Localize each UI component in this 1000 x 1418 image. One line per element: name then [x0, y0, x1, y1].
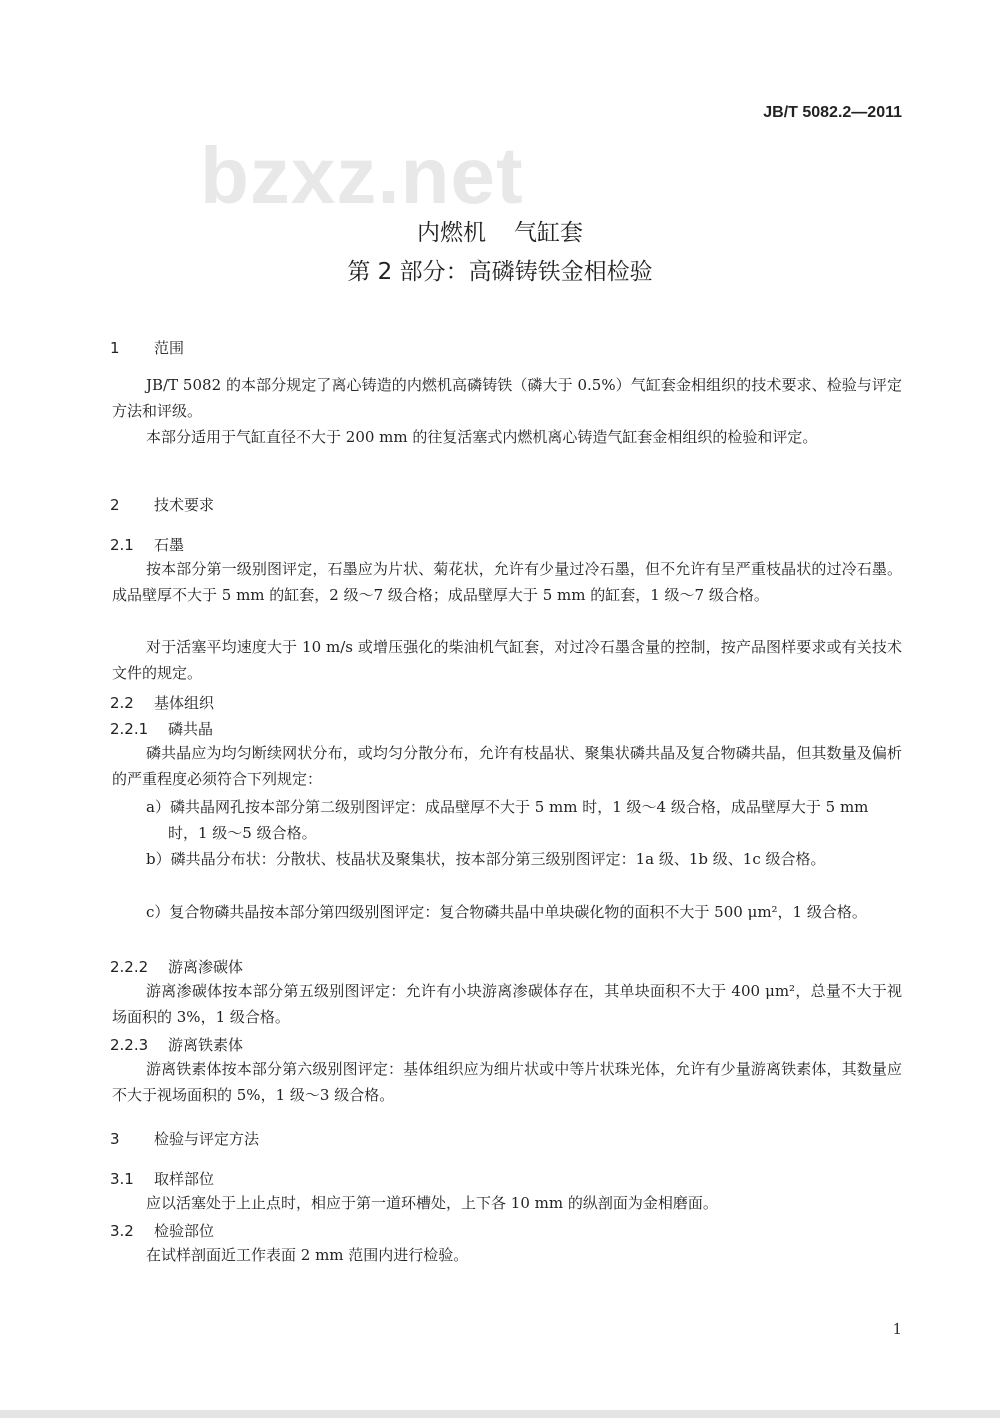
title-line-2: 第 2 部分：高磷铸铁金相检验 — [347, 259, 653, 285]
section-title: 游离渗碳体 — [168, 958, 244, 976]
section-number: 2.2.3 — [110, 1036, 149, 1054]
section-3-2-paragraph-1: 在试样剖面近工作表面 2 mm 范围内进行检验。 — [146, 1246, 469, 1264]
section-number: 3.1 — [110, 1170, 134, 1188]
section-number: 2.2 — [110, 694, 134, 712]
section-title: 石墨 — [154, 536, 185, 554]
section-number: 3 — [110, 1130, 120, 1148]
page-number: 1 — [892, 1320, 902, 1338]
section-title: 取样部位 — [154, 1170, 215, 1188]
section-title: 基体组织 — [154, 694, 215, 712]
section-3-1-heading — [110, 1168, 214, 1189]
section-1-paragraph-1: JB/T 5082 的本部分规定了离心铸造的内燃机高磷铸铁（磷大于 0.5%）气缸套金相组织的技术要求、检验与评定方法和评级。 — [112, 376, 902, 420]
list-item — [146, 899, 902, 925]
section-number: 1 — [110, 339, 120, 357]
section-2-2-3-paragraph-1: 游离铁素体按本部分第六级别图评定：基体组织应为细片状或中等片状珠光体，允许有少量游离铁素体，其数量应不大于视场面积的 5%，1 级～3 级合格。 — [112, 1060, 902, 1104]
section-title: 磷共晶 — [168, 720, 214, 738]
section-1-paragraph-2: 本部分适用于气缸直径不大于 200 mm 的往复活塞式内燃机离心铸造气缸套金相组织的检验和评定。 — [146, 428, 818, 446]
section-2-heading — [110, 494, 214, 515]
section-1-heading — [110, 337, 184, 358]
title-line-1 — [0, 214, 1000, 247]
title-part-a: 内燃机 — [417, 220, 486, 246]
section-2-1-heading — [110, 534, 184, 555]
section-2-2-2-paragraph-1: 游离渗碳体按本部分第五级别图评定：允许有小块游离渗碳体存在，其单块面积不大于 400 μm²，总量不大于视场面积的 3%，1 级合格。 — [112, 982, 902, 1026]
section-2-2-3-heading — [110, 1034, 243, 1055]
section-2-1-paragraph-2: 对于活塞平均速度大于 10 m/s 或增压强化的柴油机气缸套，对过冷石墨含量的控制，按产品图样要求或有关技术文件的规定。 — [112, 638, 902, 682]
list-item — [146, 794, 902, 846]
section-3-2-heading — [110, 1220, 214, 1241]
list-item-text: c）复合物磷共晶按本部分第四级别图评定：复合物磷共晶中单块碳化物的面积不大于 500 μm²，1 级合格。 — [146, 903, 867, 921]
section-title: 范围 — [154, 339, 185, 357]
section-number: 2.2.1 — [110, 720, 149, 738]
section-2-2-1-paragraph-1: 磷共晶应为均匀断续网状分布，或均匀分散分布，允许有枝晶状、聚集状磷共晶及复合物磷共晶，但其数量及偏析的严重程度必须符合下列规定： — [112, 744, 902, 788]
page-bottom-edge — [0, 1410, 1000, 1418]
standard-code: JB/T 5082.2—2011 — [763, 104, 902, 121]
section-number: 2.2.2 — [110, 958, 149, 976]
section-number: 2 — [110, 496, 120, 514]
section-2-2-1-heading — [110, 718, 213, 739]
section-number: 2.1 — [110, 536, 134, 554]
section-number: 3.2 — [110, 1222, 134, 1240]
section-title: 检验部位 — [154, 1222, 215, 1240]
section-3-1-paragraph-1: 应以活塞处于上止点时，相应于第一道环槽处，上下各 10 mm 的纵剖面为金相磨面。 — [146, 1194, 718, 1212]
section-title: 检验与评定方法 — [154, 1130, 260, 1148]
watermark: bzxz.net — [200, 131, 524, 220]
section-2-1-paragraph-1: 按本部分第一级别图评定，石墨应为片状、菊花状，允许有少量过冷石墨，但不允许有呈严重枝晶状的过冷石墨。成品壁厚不大于 5 mm 的缸套，2 级～7 级合格；成品壁厚大于 5 mm 的缸套，1 级～7 级合格。 — [112, 560, 902, 604]
title-part-b: 气缸套 — [514, 220, 583, 246]
list-item — [146, 846, 902, 872]
list-item-text: a）磷共晶网孔按本部分第二级别图评定：成品壁厚不大于 5 mm 时，1 级～4 级合格，成品壁厚大于 5 mm 时，1 级～5 级合格。 — [146, 798, 869, 842]
section-title: 游离铁素体 — [168, 1036, 244, 1054]
section-title: 技术要求 — [154, 496, 215, 514]
section-2-2-heading — [110, 692, 214, 713]
list-item-text: b）磷共晶分布状：分散状、枝晶状及聚集状，按本部分第三级别图评定：1a 级、1b 级、1c 级合格。 — [146, 850, 826, 868]
section-2-2-2-heading — [110, 956, 243, 977]
section-3-heading — [110, 1128, 259, 1149]
